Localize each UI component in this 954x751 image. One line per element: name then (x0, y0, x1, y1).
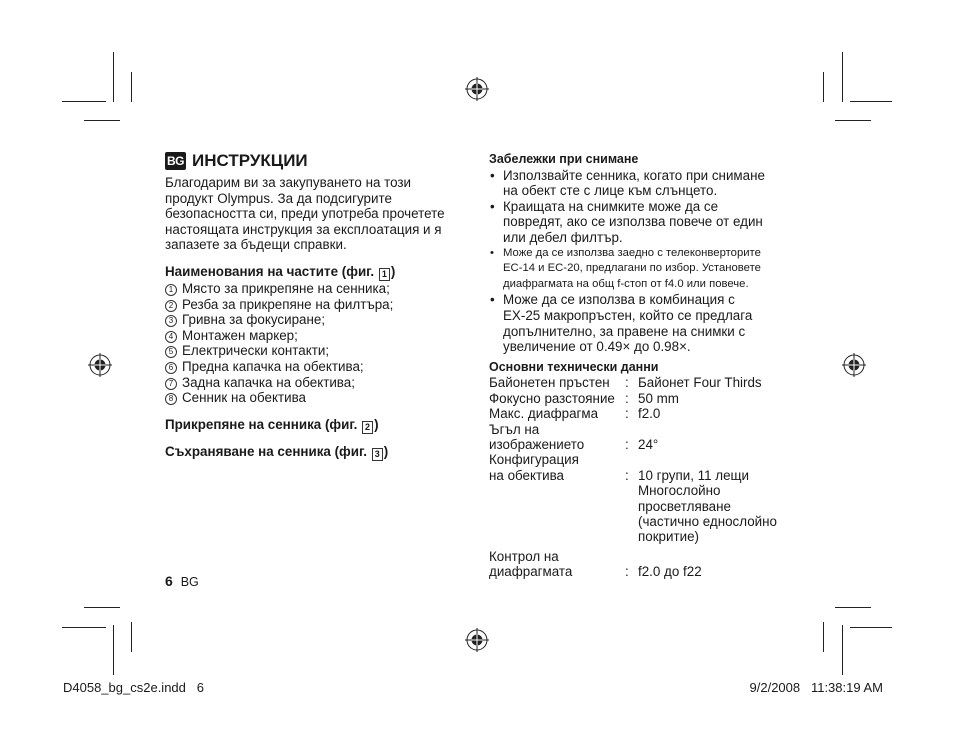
footer-file-name: D4058_bg_cs2e.indd 6 (63, 680, 204, 695)
item-number: 2 (165, 300, 177, 312)
table-row (489, 391, 777, 406)
text-line: Благодарим ви за закупуването на този (165, 175, 412, 190)
text-line: EX-25 макропръстен, който се предлага (503, 307, 753, 323)
heading-text: Съхраняване на сенника (фиг. (165, 443, 367, 459)
page-language: BG (180, 575, 199, 589)
text-line: • Краищата на снимките може да се (503, 198, 719, 214)
page-number-value: 6 (165, 573, 173, 589)
right-column (489, 152, 799, 580)
spec-key (489, 545, 625, 580)
heading-text: Прикрепяне на сенника (фиг. (165, 416, 358, 432)
text-line: изображението (489, 436, 585, 452)
text-line: на обект сте с лице към слънцето. (503, 183, 718, 199)
text-line: Конфигурация (489, 452, 579, 468)
colon: : (625, 467, 629, 483)
item-text: Електрически контакти; (182, 343, 330, 359)
crop-mark (823, 72, 824, 102)
spec-key (489, 452, 625, 544)
item-number: 8 (165, 393, 177, 405)
item-text: Монтажен маркер; (182, 327, 298, 343)
registration-target-icon (842, 353, 866, 377)
table-row (489, 406, 777, 421)
crop-mark (835, 607, 871, 608)
item-text: Предна капачка на обектива; (182, 358, 364, 374)
text-line: f2.0 (638, 406, 661, 422)
text-line: Контрол на (489, 548, 559, 564)
registration-target-icon (88, 353, 112, 377)
text-line: EC-14 и EC-20, предлагани по избор. Установете (503, 262, 761, 275)
table-row (489, 422, 777, 453)
crop-mark (84, 607, 120, 608)
text-line: Макс. диафрагма (489, 406, 599, 422)
list-item (489, 168, 799, 199)
crop-mark (62, 627, 106, 628)
figure-number-box: 1 (379, 268, 390, 281)
crop-mark (842, 625, 843, 675)
spec-key (489, 375, 625, 390)
table-row (489, 452, 777, 544)
crop-mark (113, 52, 114, 102)
colon: : (625, 564, 629, 580)
spec-value (638, 545, 777, 580)
text-line: Фокусно разстояние (489, 390, 615, 406)
text-line: безопасността си, преди употреба прочетете (165, 206, 445, 222)
language-badge: BG (167, 154, 184, 168)
figure-number-box: 3 (372, 448, 383, 461)
heading-text: Наименования на частите (фиг. (165, 263, 375, 279)
spec-key (489, 391, 625, 406)
notes-heading: Забележки при снимане (489, 152, 639, 166)
spec-value (638, 375, 777, 390)
attach-heading: Прикрепяне на сенника (фиг. 2 ) (165, 416, 379, 432)
list-item (165, 297, 465, 313)
text-line: на обектива (489, 467, 565, 483)
text-line: Многослойно (638, 483, 721, 499)
text-line: диафрагмата (489, 564, 573, 580)
item-number: 4 (165, 331, 177, 343)
text-line: запазете за бъдещи справки. (165, 237, 347, 253)
list-item (489, 292, 799, 354)
list-item (165, 343, 465, 359)
parts-heading: Наименования на частите (фиг. 1 ) (165, 263, 396, 279)
item-number: 7 (165, 378, 177, 390)
text-line: • Може да се използва заедно с телеконверторите (503, 246, 761, 259)
text-line: продукт Olympus. За да подсигурите (165, 190, 392, 206)
item-text: Сенник на обектива (182, 390, 306, 406)
spec-value (638, 406, 777, 421)
text-line: 10 групи, 11 лещи (638, 467, 750, 483)
parts-list (165, 281, 465, 406)
text-line: диафрагмата на общ f-стоп от f4.0 или повече. (503, 277, 749, 290)
text-line: настоящата инструкция за експлоатация и я (165, 221, 442, 237)
spec-colon (625, 452, 638, 544)
text-line: Байонет Four Thirds (638, 375, 762, 391)
item-text: Задна капачка на обектива; (182, 374, 355, 390)
text-line: • Използвайте сенника, когато при снимане (503, 167, 765, 183)
crop-mark (84, 120, 120, 121)
page-title: ИНСТРУКЦИИ (192, 151, 308, 170)
spec-key (489, 406, 625, 421)
spec-value (638, 452, 777, 544)
crop-mark (850, 101, 892, 102)
text-line: покритие) (638, 529, 700, 545)
text-line: увеличение от 0.49× до 0.98×. (503, 339, 691, 355)
item-number: 3 (165, 315, 177, 327)
specs-table (489, 375, 777, 579)
registration-target-icon (465, 77, 489, 101)
crop-mark (131, 72, 132, 102)
spec-colon: : (625, 390, 629, 406)
spec-value (638, 391, 777, 406)
crop-mark (62, 101, 106, 102)
list-item (165, 281, 465, 297)
text-line: f2.0 до f22 (638, 564, 702, 580)
list-item (165, 328, 465, 344)
spec-colon: : (625, 375, 629, 391)
spec-value (638, 422, 777, 453)
intro-paragraph (165, 175, 465, 253)
item-text: Гривна за фокусиране; (182, 312, 326, 328)
registration-target-icon (465, 628, 489, 652)
specs-heading: Основни технически данни (489, 359, 659, 374)
crop-mark (113, 625, 114, 675)
spec-colon (625, 422, 638, 453)
spec-colon (625, 545, 638, 580)
crop-mark (835, 120, 871, 121)
list-item (165, 359, 465, 375)
crop-mark (131, 622, 132, 652)
text-line: повредят, ако се използва повече от един (503, 214, 763, 230)
list-item (165, 375, 465, 391)
text-line: (частично еднослойно (638, 513, 777, 529)
text-line: Байонетен пръстен (489, 375, 610, 391)
colon: : (625, 436, 629, 452)
spec-colon: : (625, 406, 629, 422)
text-line: или дебел филтър. (503, 229, 623, 245)
crop-mark (823, 622, 824, 652)
text-line: Ъгъл на (489, 421, 540, 437)
text-line: просветляване (638, 498, 731, 514)
crop-mark (842, 52, 843, 102)
item-text: Място за прикрепяне на сенника; (182, 280, 390, 296)
text-line: 50 mm (638, 390, 679, 406)
text-line: • Може да се използва в комбинация с (503, 292, 735, 308)
text-line: 24° (638, 436, 659, 452)
crop-mark (850, 627, 892, 628)
spec-key (489, 422, 625, 453)
item-number: 5 (165, 346, 177, 358)
item-number: 1 (165, 284, 177, 296)
list-item (489, 246, 799, 293)
list-item (165, 312, 465, 328)
table-row (489, 375, 777, 390)
section-header (165, 150, 308, 172)
left-column (165, 175, 465, 461)
text-line: допълнително, за правене на снимки с (503, 323, 746, 339)
store-heading: Съхраняване на сенника (фиг. 3 ) (165, 443, 389, 459)
list-item (489, 199, 799, 246)
table-row (489, 545, 777, 580)
item-number: 6 (165, 362, 177, 374)
page-number (165, 573, 199, 589)
figure-number-box: 2 (362, 421, 373, 434)
list-item (165, 390, 465, 406)
item-text: Резба за прикрепяне на филтъра; (182, 296, 394, 312)
footer-timestamp: 9/2/2008 11:38:19 AM (749, 680, 883, 695)
